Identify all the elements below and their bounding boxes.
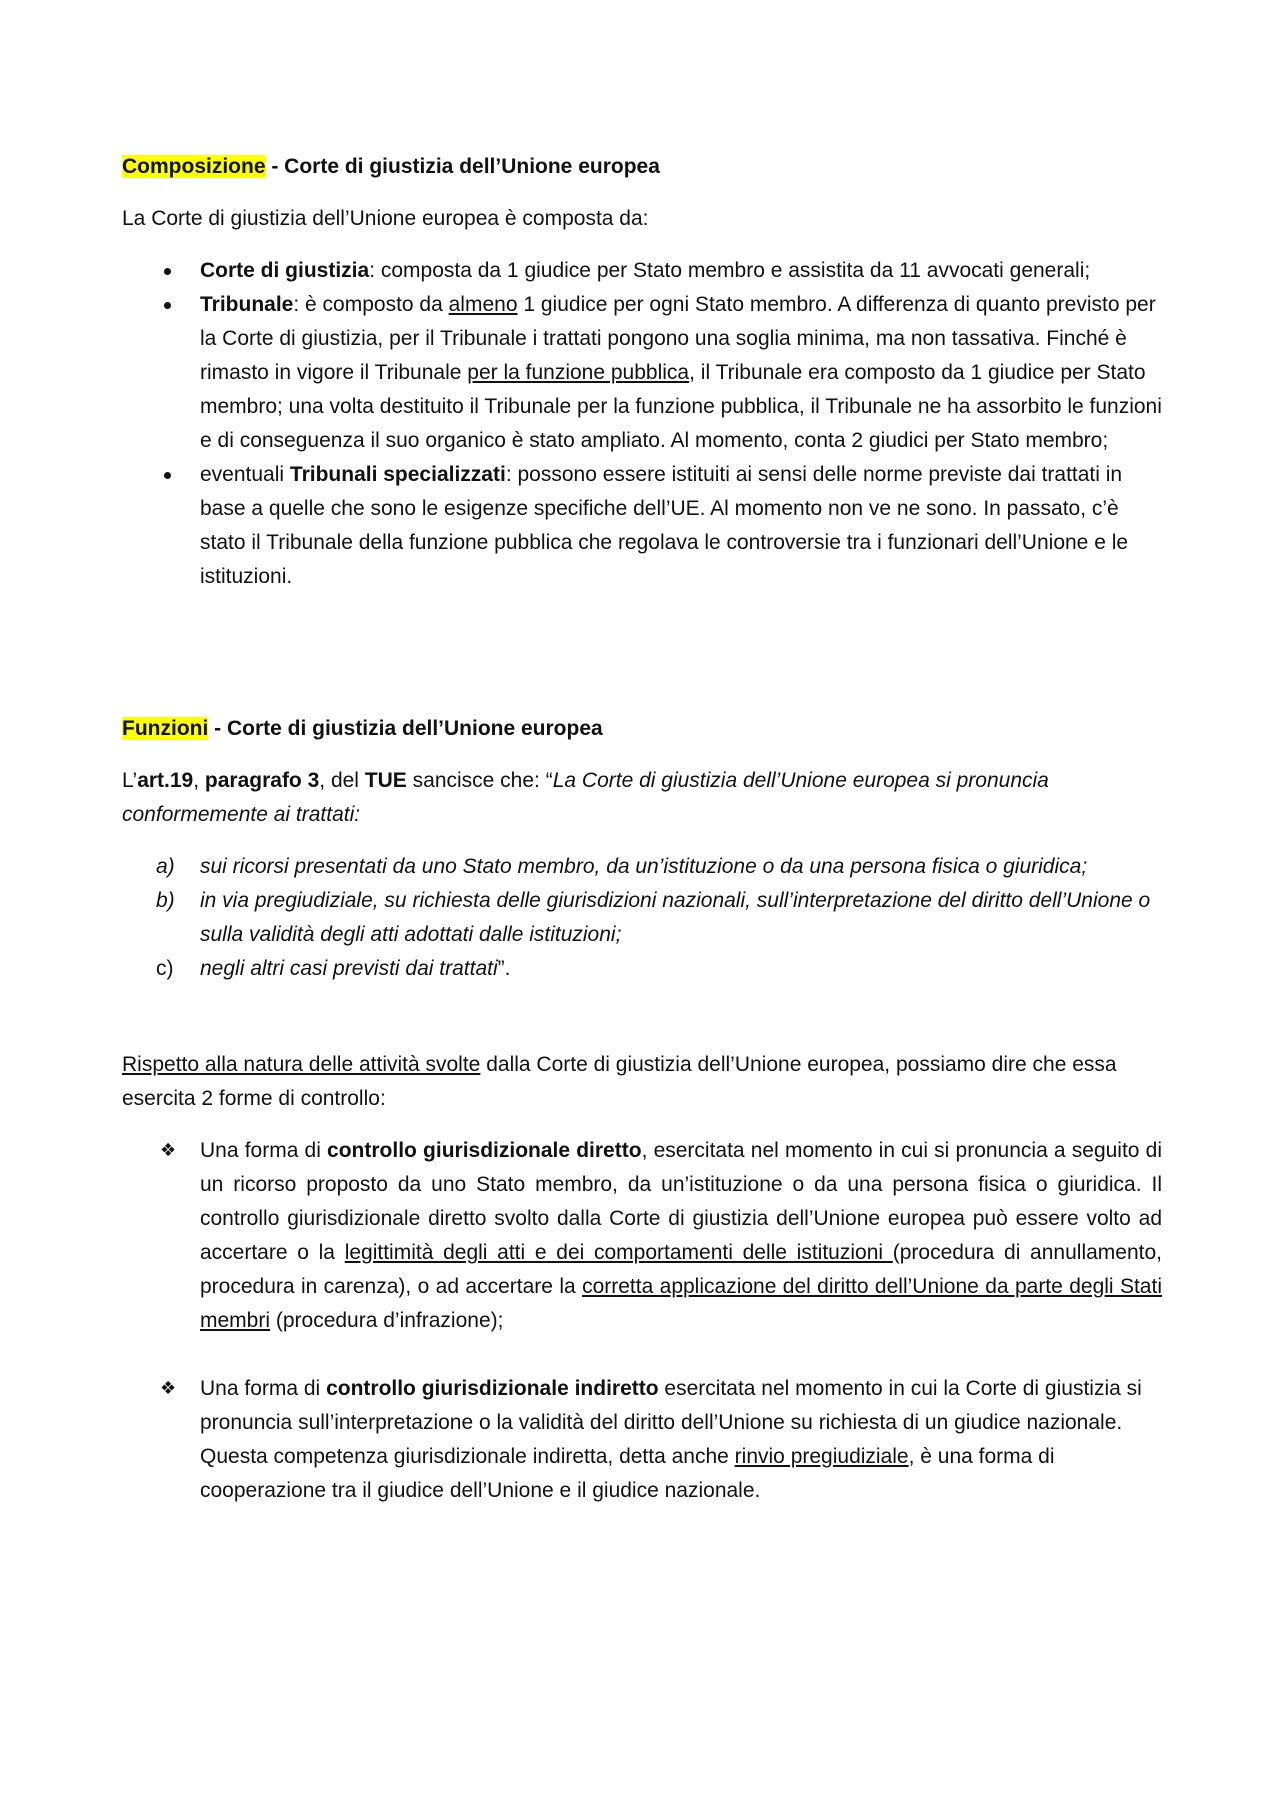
section-heading-funzioni (122, 712, 1162, 746)
bold-text: art.19 (137, 769, 194, 792)
item-term: Tribunale (200, 293, 294, 316)
underlined-text: legittimità degli atti e dei comportamenti delle istituzioni (344, 1241, 893, 1264)
heading-highlight: Composizione (122, 155, 266, 178)
control-intro (122, 1048, 1162, 1116)
text-run: , (193, 769, 205, 792)
heading-highlight: Funzioni (122, 717, 209, 740)
item-text: Una forma di (200, 1377, 327, 1400)
item-text: esercitata nel momento in cui la Corte di giustizia si pronuncia sull’interpretazione o la validità del diritto dell’Unione su richiesta di un giudice nazionale. Questa competenza giurisdizionale indiretta, detta anche (200, 1377, 1142, 1468)
text-run: L’ (122, 769, 138, 792)
control-list (122, 1134, 1162, 1508)
list-item (122, 458, 1162, 594)
list-item (122, 1134, 1162, 1338)
bold-text: paragrafo 3 (204, 769, 320, 792)
item-text: (procedura d’infrazione); (270, 1309, 504, 1332)
underlined-text: corretta applicazione del diritto dell’Unione da parte degli Stati membri (200, 1275, 1162, 1332)
list-item (122, 1372, 1162, 1508)
heading-text: - Corte di giustizia dell’Unione europea (208, 717, 603, 740)
item-term: Corte di giustizia (200, 259, 370, 282)
article-intro (122, 764, 1162, 832)
bullet-icon (164, 268, 171, 275)
item-text: negli altri casi previsti dai trattati (200, 957, 498, 980)
section-heading-composizione (122, 150, 1162, 184)
item-term: controllo giurisdizionale indiretto (326, 1377, 659, 1400)
item-text: : possono essere istituiti ai sensi delle norme previste dai trattati in base a quelle che sono le esigenze specifiche dell’UE. Al momento non ve ne sono. In passato, c’è stato il Tribunale della funzione pubblica che regolava le controversie tra i funzionari dell’Unione e le istituzioni. (200, 463, 1129, 588)
intro-paragraph: La Corte di giustizia dell’Unione europea è composta da: (122, 207, 649, 230)
item-text: in via pregiudiziale, su richiesta delle giurisdizioni nazionali, sull’interpretazione del diritto dell’Unione o sulla validità degli atti adottati dalle istituzioni; (200, 889, 1151, 946)
heading-text: - Corte di giustizia dell’Unione europea (265, 155, 660, 178)
underlined-text: almeno (448, 293, 518, 316)
item-text: , è una forma di cooperazione tra il giudice dell’Unione e il giudice nazionale. (200, 1445, 1055, 1502)
underlined-text: rinvio pregiudiziale (734, 1445, 909, 1468)
text-run: sancisce che: “ (406, 769, 553, 792)
text-run: , del (319, 769, 365, 792)
item-text: Una forma di (200, 1139, 328, 1162)
quote-text: La Corte di giustizia dell’Unione europea si pronuncia conformemente ai trattati: (122, 769, 1049, 826)
item-text: : composta da 1 giudice per Stato membro e assistita da 11 avvocati generali; (369, 259, 1091, 282)
underlined-text: Rispetto alla natura delle attività svolte (122, 1053, 481, 1076)
item-text: : è composto da (293, 293, 449, 316)
bullet-icon (164, 302, 171, 309)
item-text: ”. (497, 957, 511, 980)
item-term: Tribunali specializzati (289, 463, 506, 486)
item-text: , esercitata nel momento in cui si pronuncia a seguito di un ricorso proposto da uno Stato membro, da un’istituzione o da una persona fisica o giuridica. Il controllo giurisdizionale diretto svolto dalla Corte di giustizia dell’Unione europea può essere volto ad accertare o la (200, 1139, 1162, 1264)
diamond-bullet-icon: ❖ (160, 1378, 177, 1399)
list-item (122, 952, 1162, 986)
bold-text: TUE (364, 769, 407, 792)
underlined-text: per la funzione pubblica (467, 361, 690, 384)
item-text: (procedura di annullamento, procedura in carenza), o ad accertare la (200, 1241, 1162, 1298)
item-text: , il Tribunale era composto da 1 giudice per Stato membro; una volta destituito il Tribunale per la funzione pubblica, il Tribunale ne ha assorbito le funzioni e di conseguenza il suo organico è stato ampliato. Al momento, conta 2 giudici per Stato membro; (200, 361, 1162, 452)
text-run: dalla Corte di giustizia dell’Unione europea, possiamo dire che essa esercita 2 forme di controllo: (122, 1053, 1117, 1110)
composition-list (122, 254, 1162, 594)
list-item (122, 850, 1162, 884)
item-text: eventuali (200, 463, 290, 486)
diamond-bullet-icon: ❖ (160, 1140, 177, 1161)
list-marker: c) (156, 957, 174, 980)
list-marker: b) (156, 889, 175, 912)
article-list (122, 850, 1162, 986)
item-term: controllo giurisdizionale diretto (327, 1139, 642, 1162)
item-text: sui ricorsi presentati da uno Stato membro, da un’istituzione o da una persona fisica o giuridica; (200, 855, 1088, 878)
list-item (122, 884, 1162, 952)
list-item (122, 288, 1162, 458)
list-marker: a) (156, 855, 175, 878)
bullet-icon (164, 472, 171, 479)
list-item (122, 254, 1162, 288)
item-text: 1 giudice per ogni Stato membro. A differenza di quanto previsto per la Corte di giustizia, per il Tribunale i trattati pongono una soglia minima, ma non tassativa. Finché è rimasto in vigore il Tribunale (200, 293, 1156, 384)
document-page (122, 150, 1162, 1508)
